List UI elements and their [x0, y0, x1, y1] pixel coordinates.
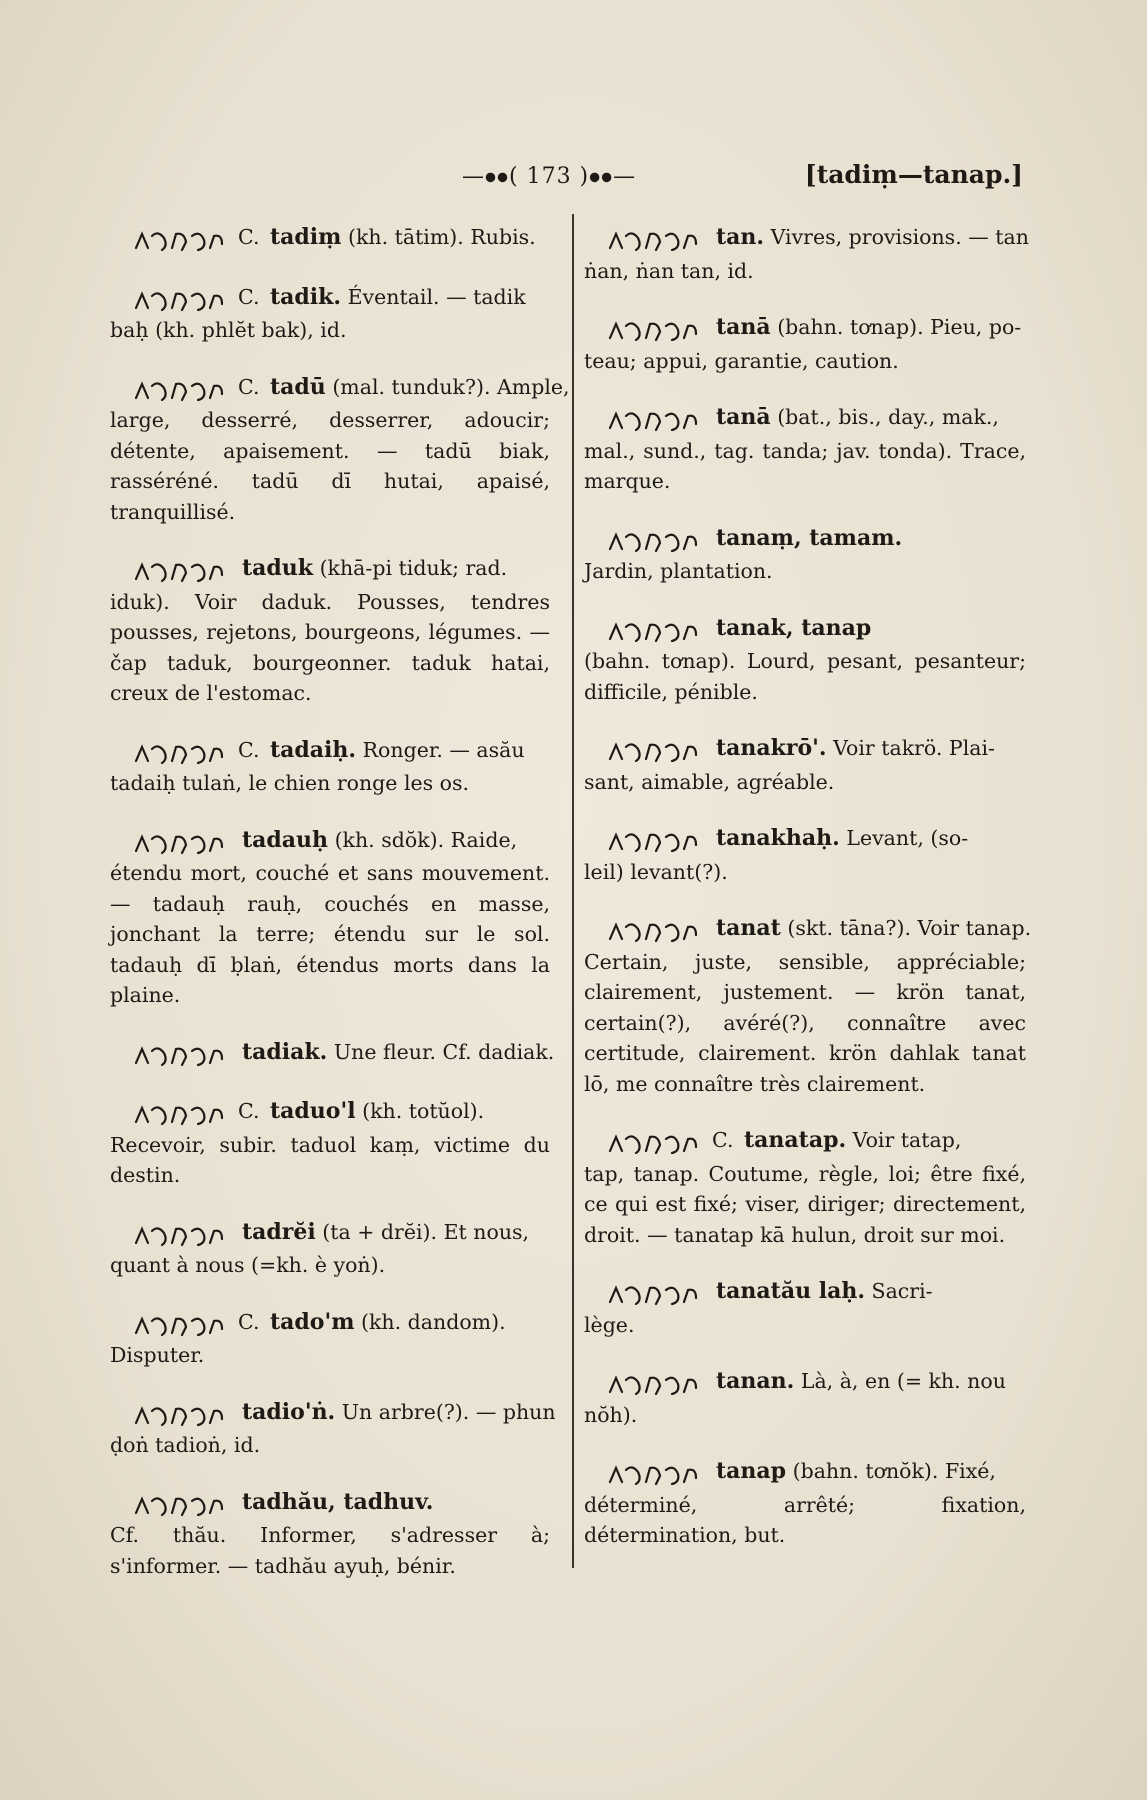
entry-first-line	[584, 1366, 1026, 1400]
entry-first-line	[110, 222, 550, 256]
entry-body-text: large, desserré, desserrer, adoucir; détente, apaisement. — tadū biak, rasséréné. tadū dī hutai, apaisé, tranquillisé.	[110, 408, 550, 524]
entry-body-text: leil) levant(?).	[584, 859, 728, 884]
entry-body-text: ḍoṅ tadioṅ, id.	[110, 1433, 261, 1457]
dictionary-entry	[584, 222, 1029, 286]
dictionary-entry	[110, 735, 550, 799]
entry-body-text: Recevoir, subir. taduol kaṃ, victime du destin.	[110, 1132, 550, 1187]
dictionary-entry	[110, 553, 550, 709]
entry-body-text: baḥ (kh. phlĕt bak), id.	[110, 318, 347, 342]
classifier-c: C.	[238, 225, 266, 249]
headword: tadauḥ	[242, 826, 329, 853]
cham-script-tadion-icon	[134, 1400, 226, 1431]
entry-first-line	[584, 613, 1026, 647]
entry-body-text: teau; appui, garantie, caution.	[584, 348, 899, 373]
entry-first-line	[584, 222, 1029, 256]
entry-body-text: (bahn. tơnap). Lourd, pesant, pesanteur; difficile, pénible.	[584, 649, 1026, 704]
headword: tanā	[716, 314, 771, 340]
cham-script-tanam-icon	[608, 526, 700, 557]
page-header	[0, 160, 1147, 200]
entry-first-line	[584, 913, 1032, 947]
dictionary-entry	[110, 1397, 556, 1461]
dictionary-entry	[110, 372, 570, 528]
cham-script-tanakro-icon	[608, 736, 700, 767]
headword: tanatău laḥ.	[716, 1278, 866, 1304]
entry-first-line-text: (bat., bis., day., mak.,	[770, 405, 999, 429]
right-column	[584, 222, 1032, 1551]
dictionary-entry	[584, 1456, 1026, 1551]
entry-body-text: Cf. thău. Informer, s'adresser à; s'informer. — tadhău ayuḥ, bénir.	[110, 1523, 550, 1578]
cham-script-tadu-icon	[134, 375, 226, 406]
cham-script-tadim-icon	[134, 225, 226, 256]
cham-script-tanak-icon	[608, 616, 700, 647]
entry-first-line-text: Sacri-	[865, 1279, 933, 1303]
cham-script-taduk-icon	[134, 556, 226, 587]
entry-first-line-text: Ronger. — asău	[356, 737, 525, 762]
cham-script-taduol-icon	[134, 1099, 226, 1130]
cham-script-tanatau-icon	[608, 1279, 700, 1310]
dictionary-entry	[584, 1276, 1026, 1340]
cham-script-tadrei-icon	[134, 1220, 226, 1251]
entry-body-text: étendu mort, couché et sans mouvement. — tadauḥ rauḥ, couchés en masse, jonchant la terre; étendu sur le sol. tadauḥ dī ḅlaṅ, étendus morts dans la plaine.	[110, 861, 550, 1007]
entry-body-text: nŏh).	[584, 1402, 638, 1427]
cham-script-tadaih-icon	[134, 738, 226, 769]
dictionary-entry	[584, 523, 1026, 587]
headword: tanā	[716, 404, 771, 430]
left-column	[110, 222, 570, 1581]
headword: tanan.	[716, 1368, 795, 1394]
entry-body-text: ṅan, ṅan tan, id.	[584, 258, 754, 283]
entry-first-line	[110, 1487, 550, 1521]
entry-first-line-text: Éventail. — tadik	[341, 284, 526, 309]
dictionary-entry	[584, 913, 1032, 1099]
cham-script-tadiak-icon	[134, 1040, 226, 1071]
dictionary-entry	[584, 402, 1026, 497]
classifier-c: C.	[238, 737, 266, 762]
entry-first-line-text: (kh. totŭol).	[355, 1099, 485, 1123]
dictionary-entry	[110, 282, 550, 346]
headword: tanak, tanap	[716, 614, 872, 641]
entry-first-line-text: (bahn. tơnap). Pieu, po-	[770, 315, 1022, 339]
entry-first-line	[584, 402, 1026, 436]
entry-body-text: déterminé, arrêté; fixation, détermination, but.	[584, 1492, 1026, 1547]
headword: tadaiḥ.	[270, 736, 357, 763]
entry-body-text: mal., sund., tag. tanda; jav. tonda). Trace, marque.	[584, 438, 1026, 493]
entry-first-line-text: Voir takrö. Plai-	[826, 736, 995, 760]
entry-body-text: sant, aimable, agréable.	[584, 769, 835, 794]
entry-first-line-text: (kh. sdŏk). Raide,	[328, 827, 518, 852]
cham-script-tadom-icon	[134, 1310, 226, 1341]
entry-first-line-text: Une fleur. Cf. dadiak.	[327, 1039, 555, 1064]
entry-first-line-text: Voir tatap,	[846, 1128, 962, 1152]
cham-script-tadik-icon	[134, 285, 226, 316]
page-number: —⦁⦁( 173 )⦁⦁—	[462, 164, 637, 189]
headword: tan.	[716, 224, 765, 250]
dictionary-entry	[110, 222, 550, 256]
running-head: [tadiṃ—tanap.]	[804, 160, 1023, 189]
classifier-c: C.	[238, 374, 266, 399]
headword: tadiṃ	[270, 224, 342, 250]
dictionary-entry	[110, 1037, 555, 1071]
headword: tadrĕi	[242, 1218, 316, 1245]
headword: tadiak.	[242, 1038, 328, 1065]
entry-first-line	[584, 733, 1026, 767]
entry-first-line	[110, 1217, 550, 1251]
entry-first-line-text: (bahn. tơnŏk). Fixé,	[786, 1459, 996, 1483]
dictionary-entry	[584, 1125, 1026, 1250]
entry-first-line	[110, 282, 550, 316]
cham-script-tanakhah-icon	[608, 826, 700, 857]
entry-first-line-text: Un arbre(?). — phun	[335, 1399, 556, 1424]
entry-first-line	[110, 372, 570, 406]
dictionary-entry	[584, 312, 1026, 376]
classifier-c: C.	[238, 1099, 266, 1123]
dictionary-entry	[110, 1096, 550, 1191]
entry-body-text: lège.	[584, 1312, 635, 1337]
cham-script-tana2-icon	[608, 405, 700, 436]
headword: tanat	[716, 915, 781, 941]
dictionary-entry	[110, 1217, 550, 1281]
classifier-c: C.	[238, 1309, 266, 1334]
classifier-c: C.	[238, 284, 266, 309]
headword: tanatap.	[744, 1127, 847, 1153]
entry-first-line-text: (khā-pi tiduk; rad.	[313, 556, 508, 580]
headword: tanaṃ, tamam.	[716, 524, 903, 551]
entry-body-text: iduk). Voir daduk. Pousses, tendres pousses, rejetons, bourgeons, légumes. — čap taduk, bourgeonner. taduk hatai, creux de l'estomac.	[110, 589, 550, 705]
headword: taduk	[242, 555, 314, 581]
dictionary-entry	[584, 823, 1026, 887]
headword: tanakrō'.	[716, 735, 827, 761]
cham-script-tana-icon	[608, 315, 700, 346]
entry-first-line-text: (mal. tunduk?). Ample,	[325, 374, 570, 399]
entry-first-line	[110, 1037, 555, 1071]
entry-first-line-text: (kh. tātim). Rubis.	[341, 225, 536, 249]
entry-body-text: tadaiḥ tulaṅ, le chien ronge les os.	[110, 771, 470, 795]
entry-body-text: Jardin, plantation.	[584, 559, 773, 583]
headword: tadik.	[270, 283, 342, 310]
classifier-c: C.	[712, 1128, 740, 1152]
cham-script-tanat-icon	[608, 916, 700, 947]
headword: tadhău, tadhuv.	[242, 1488, 434, 1515]
cham-script-tadhau-icon	[134, 1490, 226, 1521]
entry-first-line	[110, 553, 550, 587]
headword: tadio'ṅ.	[242, 1398, 336, 1425]
entry-first-line	[110, 1397, 556, 1431]
entry-first-line	[110, 1096, 550, 1130]
dictionary-entry	[584, 613, 1026, 708]
entry-first-line-text: (ta + drĕi). Et nous,	[315, 1219, 530, 1244]
entry-body-text: Disputer.	[110, 1343, 205, 1367]
entry-first-line	[584, 1125, 1026, 1159]
dictionary-entry	[110, 1487, 550, 1582]
dictionary-entry	[110, 825, 550, 1011]
dictionary-entry	[584, 1366, 1026, 1430]
entry-first-line-text: Levant, (so-	[839, 826, 969, 850]
headword: tado'm	[270, 1308, 355, 1335]
entry-first-line	[584, 312, 1026, 346]
entry-first-line	[584, 1456, 1026, 1490]
entry-first-line-text: Là, à, en (= kh. nou	[794, 1369, 1006, 1393]
cham-script-tadauh-icon	[134, 828, 226, 859]
cham-script-tanatap-icon	[608, 1128, 700, 1159]
entry-first-line	[584, 523, 1026, 557]
headword: tadū	[270, 373, 326, 400]
entry-first-line-text: (kh. dandom).	[354, 1309, 506, 1334]
entry-body-text: Certain, juste, sensible, appréciable; clairement, justement. — krön tanat, certain(?), avéré(?), connaître avec certitude, clairement. krön dahlak tanat lō, me connaître très clairement.	[584, 949, 1026, 1096]
entry-body-text: quant à nous (=kh. è yoṅ).	[110, 1253, 386, 1277]
entry-body-text: tap, tanap. Coutume, règle, loi; être fixé, ce qui est fixé; viser, diriger; directement, droit. — tanatap kā hulun, droit sur moi.	[584, 1161, 1026, 1247]
dictionary-entry	[110, 1307, 550, 1371]
entry-first-line-text: (skt. tāna?). Voir tanap.	[780, 916, 1032, 940]
dictionary-entry	[584, 733, 1026, 797]
headword: taduo'l	[270, 1098, 356, 1124]
entry-first-line	[110, 735, 550, 769]
entry-first-line	[584, 823, 1026, 857]
entry-first-line	[584, 1276, 1026, 1310]
headword: tanakhaḥ.	[716, 825, 840, 851]
cham-script-tanan-icon	[608, 1369, 700, 1400]
entry-first-line	[110, 1307, 550, 1341]
column-divider	[572, 214, 574, 1568]
cham-script-tan-icon	[608, 225, 700, 256]
entry-first-line	[110, 825, 550, 859]
cham-script-tanap-icon	[608, 1459, 700, 1490]
entry-first-line-text: Vivres, provisions. — tan	[764, 225, 1029, 249]
headword: tanap	[716, 1458, 787, 1484]
